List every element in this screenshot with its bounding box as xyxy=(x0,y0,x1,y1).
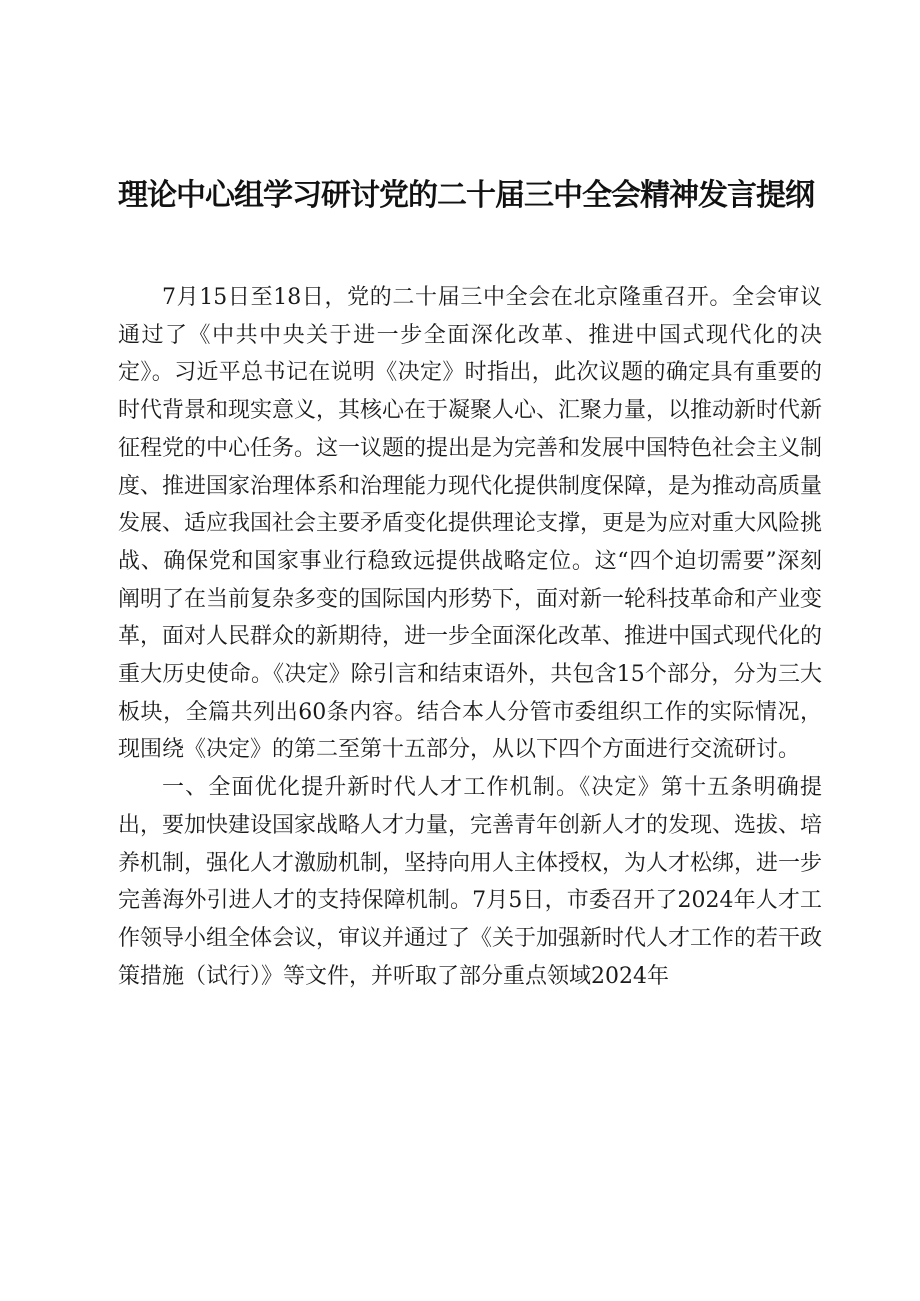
document-body xyxy=(118,279,822,995)
paragraph-section-one: 一、全面优化提升新时代人才工作机制。《决定》第十五条明确提出，要加快建设国家战略人才力量，完善青年创新人才的发现、选拔、培养机制，强化人才激励机制，坚持向用人主体授权，为人才松绑，进一步完善海外引进人才的支持保障机制。7月5日，市委召开了2024年人才工作领导小组全体会议，审议并通过了《关于加强新时代人才工作的若干政策措施（试行）》等文件，并听取了部分重点领域2024年 xyxy=(118,775,823,989)
document-title: 理论中心组学习研讨党的二十届三中全会精神发言提纲 xyxy=(118,178,814,213)
paragraph-intro: 7月15日至18日，党的二十届三中全会在北京隆重召开。全会审议通过了《中共中央关于进一步全面深化改革、推进中国式现代化的决定》。习近平总书记在说明《决定》时指出，此次议题的确定具有重要的时代背景和现实意义，其核心在于凝聚人心、汇聚力量，以推动新时代新征程党的中心任务。这一议题的提出是为完善和发展中国特色社会主义制度、推进国家治理体系和治理能力现代化提供制度保障，是为推动高质量发展、适应我国社会主要矛盾变化提供理论支撑，更是为应对重大风险挑战、确保党和国家事业行稳致远提供战略定位。这“四个迫切需要”深刻阐明了在当前复杂多变的国际国内形势下，面对新一轮科技革命和产业变革，面对人民群众的新期待，进一步全面深化改革、推进中国式现代化的重大历史使命。《决定》除引言和结束语外，共包含15个部分，分为三大板块，全篇共列出60条内容。结合本人分管市委组织工作的实际情况，现围绕《决定》的第二至第十五部分，从以下四个方面进行交流研讨。 xyxy=(118,285,823,763)
